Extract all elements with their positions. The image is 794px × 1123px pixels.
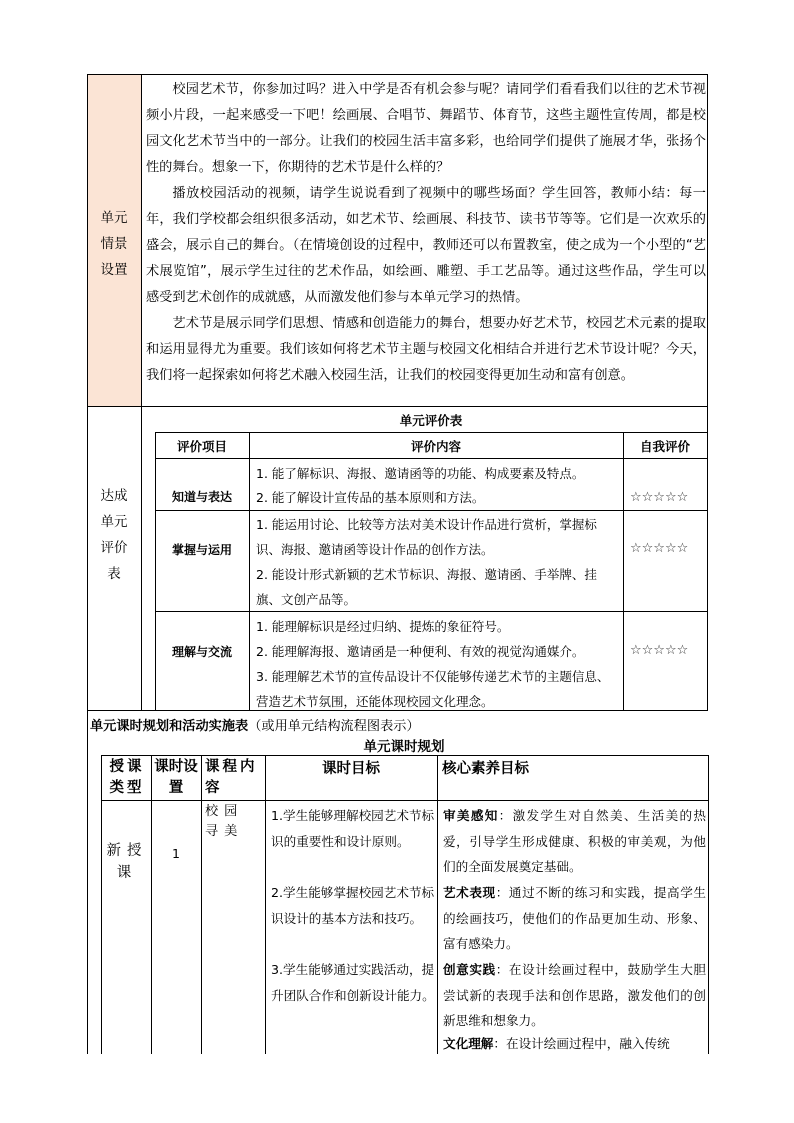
border-line [249, 432, 250, 711]
border-line [101, 755, 102, 1054]
eval-row-item: 理解与交流 [171, 645, 232, 659]
plan-row-literacy-item [443, 880, 706, 957]
plan-header-hours: 课时设置 [154, 759, 198, 796]
scene-paragraph-3: 艺术节是展示同学们思想、情感和创造能力的舞台，想要办好艺术节，校园艺术元素的提取和运用显得尤为重要。我们该如何将艺术节主题与校园文化相结合并进行艺术节设计呢？今天，我们将一起探索如何将艺术融入校园生活，让我们的校园变得更加生动和富有创意。 [146, 316, 706, 383]
eval-row-content-line: 1. 能了解标识、海报、邀请函等的功能、构成要素及特点。 [256, 466, 585, 481]
plan-row-literacy-item [443, 957, 706, 1034]
plan-row-goal: 3.学生能够通过实践活动，提升团队合作和创新设计能力。 [271, 962, 435, 1003]
evaluation-label: 达成 单元 评价 表 [100, 488, 128, 582]
border-line [101, 800, 709, 801]
eval-row-stars: ☆☆☆☆☆ [630, 541, 689, 556]
plan-row-hours: 1 [172, 846, 180, 861]
border-line [87, 74, 708, 75]
evaluation-table-title: 单元评价表 [399, 413, 463, 428]
scene-paragraph-1: 校园艺术节，你参加过吗？进入中学是否有机会参与呢？请同学们看看我们以往的艺术节视频小片段，一起来感受一下吧！绘画展、合唱节、舞蹈节、体育节，这些主题性宣传周，都是校园文化艺术节当中的一部分。让我们的校园生活丰富多彩，也给同学们提供了施展才华，张扬个性的舞台。想象一下，你期待的艺术节是什么样的？ [146, 82, 706, 175]
plan-row-literacy-item [443, 803, 706, 880]
planning-heading-note: （或用单元结构流程图表示） [248, 719, 420, 734]
border-line [101, 755, 709, 756]
border-line [141, 74, 142, 711]
eval-header-self: 自我评价 [639, 439, 690, 454]
eval-header-content: 评价内容 [410, 439, 461, 454]
eval-row-item: 知道与表达 [171, 490, 232, 504]
border-line [155, 432, 707, 433]
eval-row-content-line: 2. 能设计形式新颖的艺术节标识、海报、邀请函、手举牌、挂旗、文创产品等。 [256, 567, 597, 607]
eval-header-item: 评价项目 [176, 439, 227, 454]
border-line [708, 755, 709, 1054]
literacy-term: 艺术表现 [443, 885, 496, 900]
eval-row-stars: ☆☆☆☆☆ [630, 643, 689, 658]
eval-row-item: 掌握与运用 [171, 543, 232, 557]
plan-header-content: 课程内容 [205, 759, 258, 796]
plan-row-literacy-item [443, 1031, 706, 1057]
eval-row-content-line: 1. 能理解标识是经过归纳、提炼的象征符号。 [256, 619, 510, 634]
literacy-term: 审美感知 [443, 808, 499, 823]
border-line [155, 510, 707, 511]
eval-row-stars: ☆☆☆☆☆ [630, 490, 689, 505]
literacy-text: ：激发学生对自然美、生活美的热爱，引导学生形成健康、积极的审美观，为他们的全面发展奠定基础。 [443, 808, 707, 875]
literacy-text: ：通过不断的练习和实践，提高学生的绘画技巧，使他们的作品更加生动、形象、富有感染力。 [443, 885, 707, 952]
border-line [87, 74, 88, 1054]
plan-row-goal: 2.学生能够掌握校园艺术节标识设计的基本方法和技巧。 [271, 885, 435, 926]
literacy-text: ：在设计绘画过程中，融入传统 [493, 1036, 670, 1051]
border-line [155, 432, 156, 711]
border-line [155, 611, 707, 612]
border-line [437, 755, 438, 1054]
planning-heading-main: 单元课时规划和活动实施表 [90, 719, 249, 734]
plan-row-content: 校园寻美 [205, 804, 244, 839]
plan-header-goals: 课时目标 [322, 761, 380, 777]
planning-heading [90, 715, 710, 734]
eval-row-content-line: 3. 能理解艺术节的宣传品设计不仅能够传递艺术节的主题信息、营造艺术节氛围，还能体现校园文化理念。 [256, 669, 610, 709]
border-line [155, 458, 707, 459]
plan-row-goal: 1.学生能够理解校园艺术节标识的重要性和设计原则。 [271, 808, 435, 849]
border-line [201, 755, 202, 1054]
eval-row-content-line: 2. 能理解海报、邀请函是一种便利、有效的视觉沟通媒介。 [256, 644, 585, 659]
border-line [151, 755, 152, 1054]
plan-row-type: 新授课 [106, 843, 148, 881]
border-line [87, 710, 708, 711]
border-line [623, 432, 624, 711]
eval-row-content-line: 2. 能了解设计宣传品的基本原则和方法。 [256, 490, 485, 505]
border-line [87, 406, 708, 407]
border-line [265, 755, 266, 1054]
literacy-term: 文化理解 [443, 1036, 494, 1051]
planning-subtitle: 单元课时规划 [363, 739, 445, 755]
literacy-term: 创意实践 [443, 962, 496, 977]
plan-header-type: 授课类型 [109, 759, 145, 796]
plan-header-literacy: 核心素养目标 [442, 761, 529, 777]
literacy-text: ：在设计绘画过程中，鼓励学生大胆尝试新的表现手法和创作思路，激发他们的创新思维和想象力。 [443, 962, 707, 1029]
scene-paragraph-2: 播放校园活动的视频，请学生说说看到了视频中的哪些场面？学生回答，教师小结：每一年，我们学校都会组织很多活动，如艺术节、绘画展、科技节、读书节等等。它们是一次欢乐的盛会，展示自己的舞台。（在情境创设的过程中，教师还可以布置教室，使之成为一个小型的“艺术展览馆”，展示学生过往的艺术作品，如绘画、雕塑、手工艺品等。通过这些作品，学生可以感受到艺术创作的成就感，从而激发他们参与本单元学习的热情。 [146, 186, 706, 305]
border-line [707, 74, 708, 711]
eval-row-content-line: 1. 能运用讨论、比较等方法对美术设计作品进行赏析，掌握标识、海报、邀请函等设计作品的创作方法。 [256, 517, 597, 557]
scene-label: 单元 情景 设置 [100, 210, 128, 278]
